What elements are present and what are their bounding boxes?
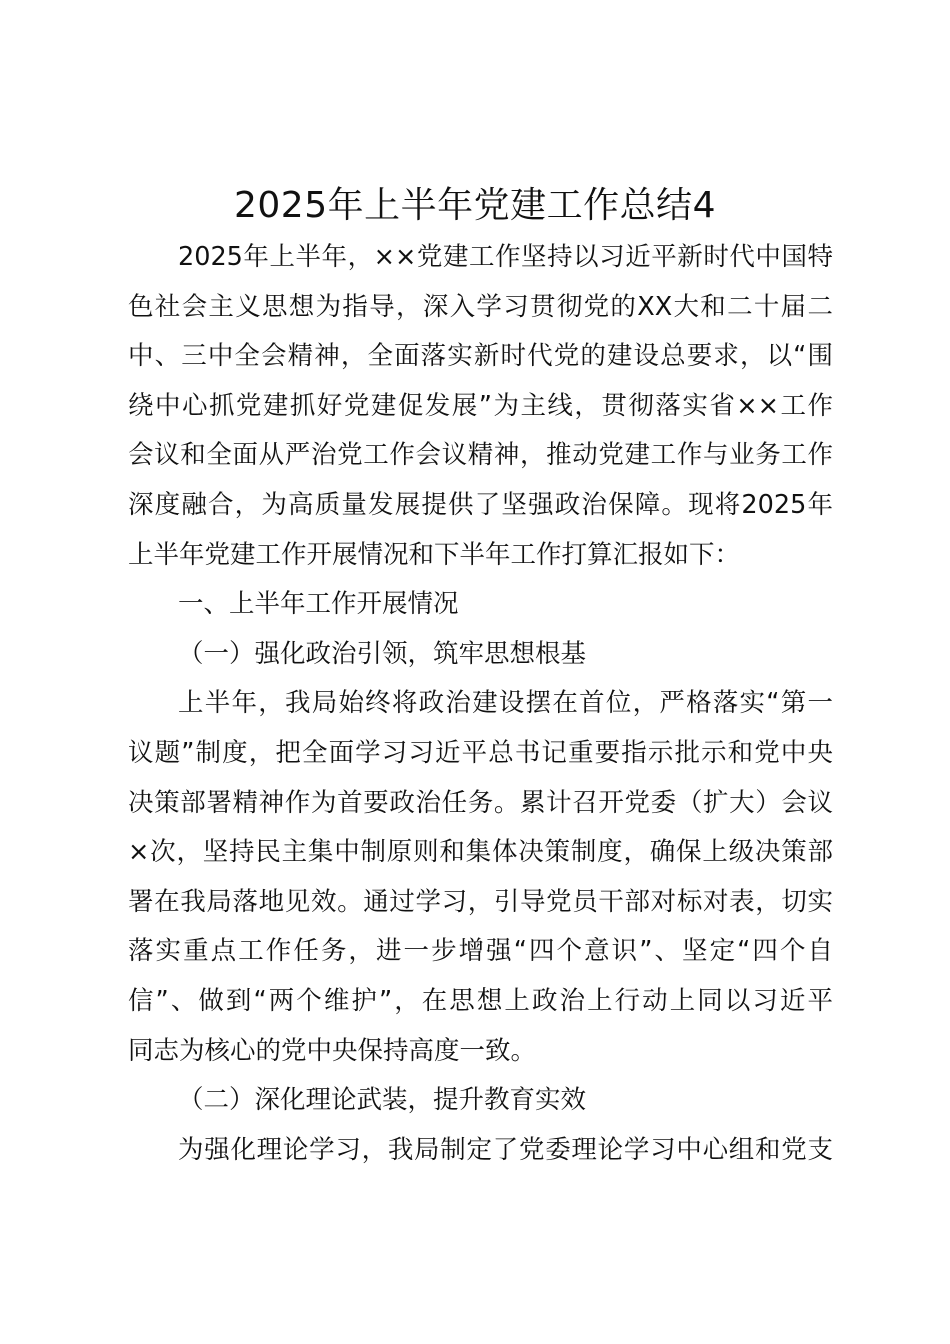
section-heading: 一、上半年工作开展情况 bbox=[178, 589, 459, 620]
document-body bbox=[128, 233, 833, 1175]
paragraph-line: 署在我局落地见效。通过学习，引导党员干部对标对表，切实 bbox=[128, 886, 833, 917]
paragraph-line: 中、三中全会精神，全面落实新时代党的建设总要求，以“围 bbox=[128, 341, 833, 372]
subsection-heading: （一）强化政治引领，筑牢思想根基 bbox=[178, 638, 587, 669]
paragraph-line: 会议和全面从严治党工作会议精神，推动党建工作与业务工作 bbox=[128, 440, 833, 471]
paragraph-line: 决策部署精神作为首要政治任务。累计召开党委（扩大）会议 bbox=[128, 787, 833, 818]
paragraph-line: 绕中心抓党建抓好党建促发展”为主线，贯彻落实省××工作 bbox=[128, 390, 833, 421]
subsection-heading: （二）深化理论武装，提升教育实效 bbox=[178, 1085, 587, 1116]
paragraph-line: 落实重点工作任务，进一步增强“四个意识”、坚定“四个自 bbox=[128, 936, 833, 967]
paragraph-line: 议题”制度，把全面学习习近平总书记重要指示批示和党中央 bbox=[128, 737, 833, 768]
paragraph-line: 深度融合，为高质量发展提供了坚强政治保障。现将2025年 bbox=[128, 489, 833, 520]
document-title: 2025年上半年党建工作总结4 bbox=[233, 185, 717, 226]
paragraph-line: 2025年上半年，××党建工作坚持以习近平新时代中国特 bbox=[178, 242, 833, 272]
paragraph-line: 同志为核心的党中央保持高度一致。 bbox=[128, 1035, 537, 1066]
paragraph-line: ×次，坚持民主集中制原则和集体决策制度，确保上级决策部 bbox=[128, 837, 833, 868]
paragraph-line: 色社会主义思想为指导，深入学习贯彻党的XX大和二十届二 bbox=[128, 291, 833, 322]
paragraph-line: 为强化理论学习，我局制定了党委理论学习中心组和党支 bbox=[178, 1134, 833, 1165]
paragraph-line: 上半年党建工作开展情况和下半年工作打算汇报如下： bbox=[128, 539, 741, 570]
paragraph-line: 信”、做到“两个维护”，在思想上政治上行动上同以习近平 bbox=[128, 985, 833, 1016]
paragraph-line: 上半年，我局始终将政治建设摆在首位，严格落实“第一 bbox=[178, 688, 833, 719]
